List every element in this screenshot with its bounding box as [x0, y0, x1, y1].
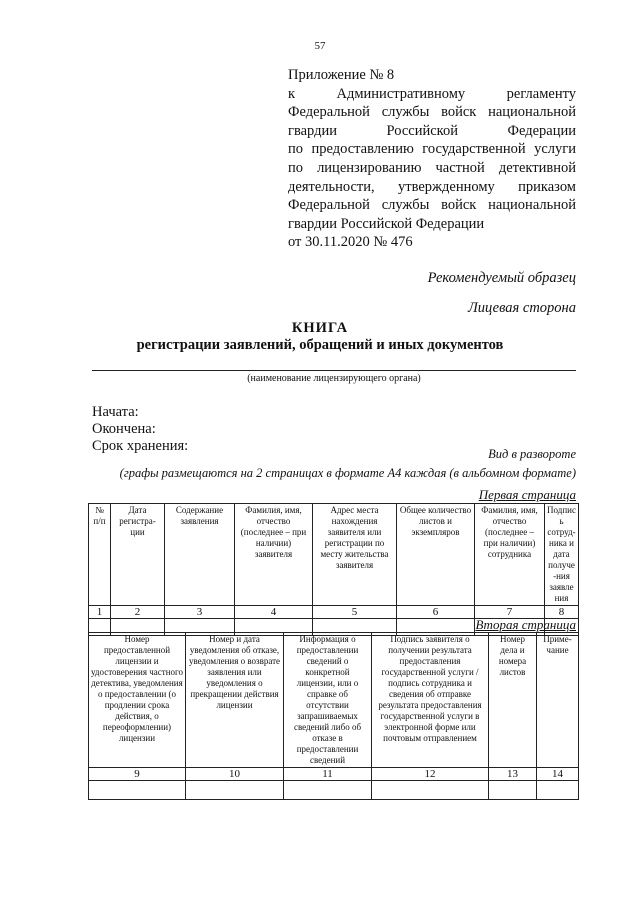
header-cell: Информация о предоставлении сведений о конкретной лицензии, или о справке об отсутствии запрашиваемых сведений либо об отказе в предоставлении сведений [284, 633, 372, 768]
header-cell: Фамилия, имя, отчество (последнее – при наличии) заявителя [235, 504, 313, 606]
header-cell: Общее количество листов и экземпляров [397, 504, 475, 606]
document-subtitle: регистрации заявлений, обращений и иных документов [136, 337, 504, 353]
appendix-line: гвардии Российской Федерации [288, 122, 576, 139]
second-page-label: Вторая страница [475, 617, 576, 632]
first-page-label: Первая страница [478, 487, 576, 502]
empty-cell [489, 781, 537, 800]
header-cell: № п/п [89, 504, 111, 606]
appendix-title: Приложение № 8 [288, 67, 395, 83]
column-number: 8 [545, 606, 579, 619]
column-number: 5 [313, 606, 397, 619]
column-number: 7 [475, 606, 545, 619]
header-cell: Дата регистра-ции [111, 504, 165, 606]
appendix-line: по предоставлению государственной услуги [288, 141, 576, 158]
empty-cell [89, 781, 186, 800]
spread-note: (графы размещаются на 2 страницах в формате А4 каждая (в альбомном формате) [119, 466, 576, 480]
second-page-table [88, 632, 579, 800]
appendix-date: от 30.11.2020 № 476 [288, 234, 413, 251]
header-cell: Приме-чание [537, 633, 579, 768]
header-cell: Содержание заявления [165, 504, 235, 606]
column-number: 4 [235, 606, 313, 619]
page-number: 57 [314, 40, 326, 52]
column-number: 3 [165, 606, 235, 619]
appendix-line: деятельности, утвержденному приказом [288, 178, 576, 195]
org-name-caption: (наименование лицензирующего органа) [247, 373, 421, 384]
face-side-label: Лицевая сторона [467, 300, 576, 316]
column-number: 6 [397, 606, 475, 619]
org-name-line [92, 370, 576, 371]
recommended-sample-label: Рекомендуемый образец [427, 270, 576, 286]
book-meta [92, 404, 188, 455]
empty-cell [284, 781, 372, 800]
header-cell: Номер и дата уведомления об отказе, уведомления о возврате заявления или уведомления о прекращении действия лицензии [186, 633, 284, 768]
ended-label: Окончена: [92, 421, 156, 437]
spread-view-label: Вид в развороте [488, 447, 576, 461]
column-number: 14 [537, 768, 579, 781]
appendix-line: Федеральной службы войск национальной [288, 104, 576, 121]
storage-term-label: Срок хранения: [92, 438, 189, 454]
appendix-line: Федеральной службы войск национальной [288, 197, 576, 214]
header-cell: Номер предоставленной лицензии и удостоверения частного детектива, уведомления о предоставлении (о продлении срока действия, о переоформлении) лицензии [89, 633, 186, 768]
started-label: Начата: [92, 404, 139, 420]
column-number: 1 [89, 606, 111, 619]
empty-cell [537, 781, 579, 800]
header-cell: Адрес места нахождения заявителя или регистрации по месту жительства заявителя [313, 504, 397, 606]
column-number: 11 [284, 768, 372, 781]
appendix-line: по лицензированию частной детективной [288, 159, 576, 176]
column-number: 13 [489, 768, 537, 781]
column-number: 9 [89, 768, 186, 781]
appendix-block [288, 66, 576, 252]
header-cell: Номер дела и номера листов [489, 633, 537, 768]
header-cell: Подпись заявителя о получении результата предоставления государственной услуги / подпись сотрудника и сведения об отправке результата предоставления государственной услуги в электронной форме или почтовым отправлением [372, 633, 489, 768]
table-row [89, 781, 579, 800]
empty-cell [372, 781, 489, 800]
appendix-line: к Административному регламенту [288, 85, 576, 102]
appendix-line: гвардии Российской Федерации [288, 215, 485, 232]
header-cell: Фамилия, имя, отчество (последнее – при наличии) сотрудника [475, 504, 545, 606]
empty-cell [186, 781, 284, 800]
document-title: КНИГА [291, 320, 349, 336]
column-number: 10 [186, 768, 284, 781]
column-number: 12 [372, 768, 489, 781]
header-cell: Подпись сотруд-ника и дата получе-ния заявления [545, 504, 579, 606]
column-number: 2 [111, 606, 165, 619]
